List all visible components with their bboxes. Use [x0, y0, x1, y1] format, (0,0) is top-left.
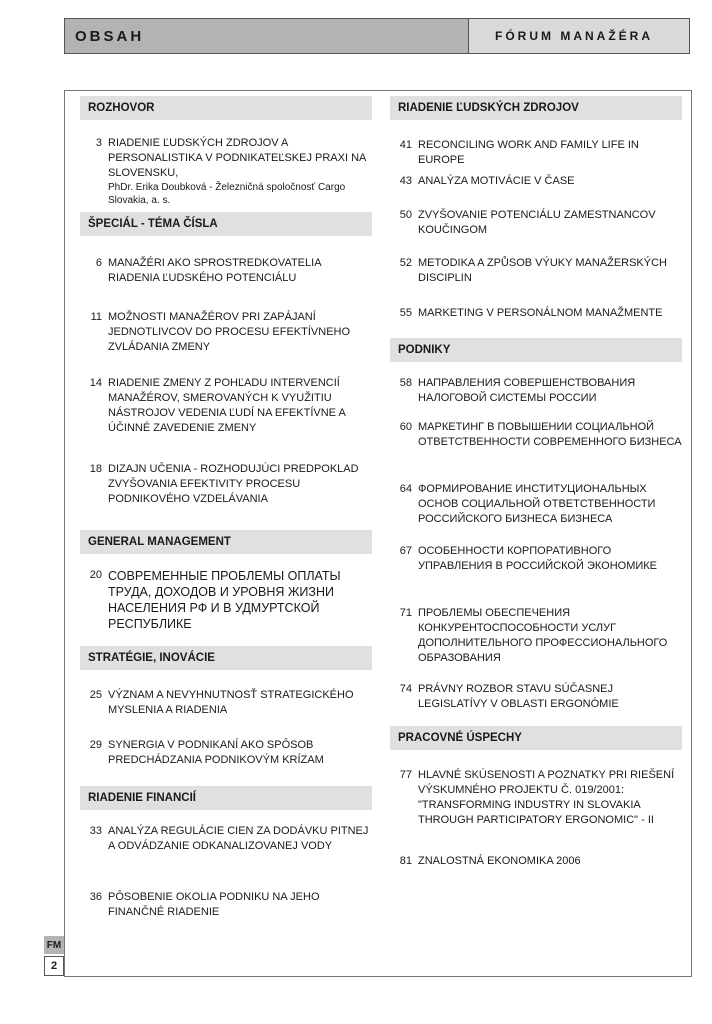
toc-author: PhDr. Erika Doubková - Železničná spoločnosť Cargo Slovakia, a. s. [108, 182, 346, 206]
toc-entry[interactable] [80, 136, 372, 207]
toc-page-number: 81 [399, 855, 412, 867]
toc-page-number: 71 [399, 607, 412, 619]
section-heading: GENERAL MANAGEMENT [80, 530, 372, 554]
toc-entry[interactable] [80, 688, 372, 718]
toc-title: ПРОБЛЕМЫ ОБЕСПЕЧЕНИЯ КОНКУРЕНТОСПОСОБНОСТИ УСЛУГ ДОПОЛНИТЕЛЬНОГО ПРОФЕССИОНАЛЬНОГО ОБРАЗОВАНИЯ [418, 607, 668, 664]
toc-entry[interactable] [390, 256, 682, 286]
toc-page-number: 74 [399, 683, 412, 695]
toc-title: MOŽNOSTI MANAŽÉROV PRI ZAPÁJANÍ JEDNOTLIVCOV DO PROCESU EFEKTÍVNEHO ZVLÁDANIA ZMENY [108, 311, 351, 353]
toc-page-number: 58 [399, 377, 412, 389]
toc-entry[interactable] [80, 568, 372, 632]
toc-page-number: 6 [95, 257, 102, 269]
toc-page-number: 60 [399, 421, 412, 433]
toc-title: ZVYŠOVANIE POTENCIÁLU ZAMESTNANCOV KOUČINGOM [418, 209, 656, 236]
toc-entry[interactable] [80, 376, 372, 436]
toc-title: MANAŽÉRI AKO SPROSTREDKOVATELIA RIADENIA ĽUDSKÉHO POTENCIÁLU [108, 257, 321, 284]
toc-entry[interactable] [390, 606, 682, 666]
toc-title: METODIKA A ZPŮSOB VÝUKY MANAŽERSKÝCH DISCIPLIN [418, 257, 667, 284]
toc-title: ФОРМИРОВАНИЕ ИНСТИТУЦИОНАЛЬНЫХ ОСНОВ СОЦИАЛЬНОЙ ОТВЕТСТВЕННОСТИ РОССИЙСКОГО БИЗНЕСА БИЗНЕСА [418, 483, 656, 525]
fm-badge: FM [44, 936, 64, 954]
toc-entry[interactable] [390, 174, 682, 189]
toc-title: VÝZNAM A NEVYHNUTNOSŤ STRATEGICKÉHO MYSLENIA A RIADENIA [108, 689, 354, 716]
toc-page-number: 25 [89, 689, 102, 701]
toc-page-number: 52 [399, 257, 412, 269]
toc-page-number: 36 [89, 891, 102, 903]
toc-page-number: 55 [399, 307, 412, 319]
toc-entry[interactable] [390, 854, 682, 869]
toc-title: PÔSOBENIE OKOLIA PODNIKU NA JEHO FINANČNÉ RIADENIE [108, 891, 320, 918]
section-heading: RIADENIE ĽUDSKÝCH ZDROJOV [390, 96, 682, 120]
toc-title: SYNERGIA V PODNIKANÍ AKO SPÔSOB PREDCHÁDZANIA PODNIKOVÝM KRÍZAM [108, 739, 324, 766]
toc-title: НАПРАВЛЕНИЯ СОВЕРШЕНСТВОВАНИЯ НАЛОГОВОЙ СИСТЕМЫ РОССИИ [418, 377, 636, 404]
header-title-obsah: OBSAH [65, 19, 469, 53]
toc-page-number: 18 [89, 463, 102, 475]
toc-title: HLAVNÉ SKÚSENOSTI A POZNATKY PRI RIEŠENÍ VÝSKUMNÉHO PROJEKTU Č. 019/2001: "TRANSFORMING INDUSTRY IN SLOVAKIA THROUGH PARTICIPATORY ERGONOMIC" - II [418, 769, 675, 826]
toc-page-number: 3 [95, 137, 102, 149]
toc-page-number: 64 [399, 483, 412, 495]
toc-entry[interactable] [390, 682, 682, 712]
toc-entry[interactable] [390, 306, 682, 321]
toc-entry[interactable] [390, 544, 682, 574]
header-title-forum: FÓRUM MANAŽÉRA [469, 19, 689, 53]
toc-page-number: 11 [90, 311, 102, 323]
section-heading: ROZHOVOR [80, 96, 372, 120]
toc-page-number: 41 [399, 139, 412, 151]
toc-entry[interactable] [80, 462, 372, 507]
page-header [64, 18, 690, 54]
toc-entry[interactable] [80, 310, 372, 355]
toc-title: ОСОБЕННОСТИ КОРПОРАТИВНОГО УПРАВЛЕНИЯ В РОССИЙСКОЙ ЭКОНОМИКЕ [418, 545, 658, 572]
toc-page-number: 67 [399, 545, 412, 557]
toc-entry[interactable] [80, 256, 372, 286]
section-heading: PRACOVNÉ ÚSPECHY [390, 726, 682, 750]
toc-entry[interactable] [390, 482, 682, 527]
toc-entry[interactable] [390, 208, 682, 238]
toc-page-number: 50 [399, 209, 412, 221]
toc-title: СОВРЕМЕННЫЕ ПРОБЛЕМЫ ОПЛАТЫ ТРУДА, ДОХОДОВ И УРОВНЯ ЖИЗНИ НАСЕЛЕНИЯ РФ И В УДМУРТСКОЙ РЕСПУБЛИКЕ [108, 569, 341, 631]
toc-title: ZNALOSTNÁ EKONOMIKA 2006 [418, 855, 581, 867]
toc-title: MARKETING V PERSONÁLNOM MANAŽMENTE [418, 307, 663, 319]
toc-page-number: 33 [89, 825, 102, 837]
section-heading: STRATÉGIE, INOVÁCIE [80, 646, 372, 670]
toc-title: RIADENIE ZMENY Z POHĽADU INTERVENCIÍ MANAŽÉROV, SMEROVANÝCH K VYUŽITIU NÁSTROJOV VEDENIA ĽUDÍ NA EFEKTÍVNE A ÚČINNÉ ZAVEDENIE ZMENY [108, 377, 346, 434]
toc-entry[interactable] [390, 768, 682, 828]
toc-title: ANALÝZA MOTIVÁCIE V ČASE [418, 175, 575, 187]
toc-entry[interactable] [390, 376, 682, 406]
toc-page-number: 29 [89, 739, 102, 751]
toc-title: DIZAJN UČENIA - ROZHODUJÚCI PREDPOKLAD ZVYŠOVANIA EFEKTIVITY PROCESU PODNIKOVÉHO VZDELÁVANIA [108, 463, 359, 505]
toc-entry[interactable] [80, 738, 372, 768]
toc-title: МАРКЕТИНГ В ПОВЫШЕНИИ СОЦИАЛЬНОЙ ОТВЕТСТВЕННОСТИ СОВРЕМЕННОГО БИЗНЕСА [418, 421, 682, 448]
toc-page-number: 43 [399, 175, 412, 187]
page-number: 2 [44, 956, 64, 976]
toc-title: RIADENIE ĽUDSKÝCH ZDROJOV A PERSONALISTIKA V PODNIKATEĽSKEJ PRAXI NA SLOVENSKU, [108, 137, 366, 179]
section-heading: RIADENIE FINANCIÍ [80, 786, 372, 810]
toc-title: ANALÝZA REGULÁCIE CIEN ZA DODÁVKU PITNEJ A ODVÁDZANIE ODKANALIZOVANEJ VODY [108, 825, 369, 852]
toc-page-number: 77 [399, 769, 412, 781]
toc-title: RECONCILING WORK AND FAMILY LIFE IN EUROPE [418, 139, 639, 166]
toc-page-number: 14 [89, 377, 102, 389]
toc-entry[interactable] [390, 420, 682, 450]
toc-entry[interactable] [390, 138, 682, 168]
section-heading: PODNIKY [390, 338, 682, 362]
section-heading: ŠPECIÁL - TÉMA ČÍSLA [80, 212, 372, 236]
toc-entry[interactable] [80, 890, 372, 920]
toc-entry[interactable] [80, 824, 372, 854]
toc-page-number: 20 [89, 569, 102, 581]
toc-title: PRÁVNY ROZBOR STAVU SÚČASNEJ LEGISLATÍVY V OBLASTI ERGONÓMIE [418, 683, 619, 710]
